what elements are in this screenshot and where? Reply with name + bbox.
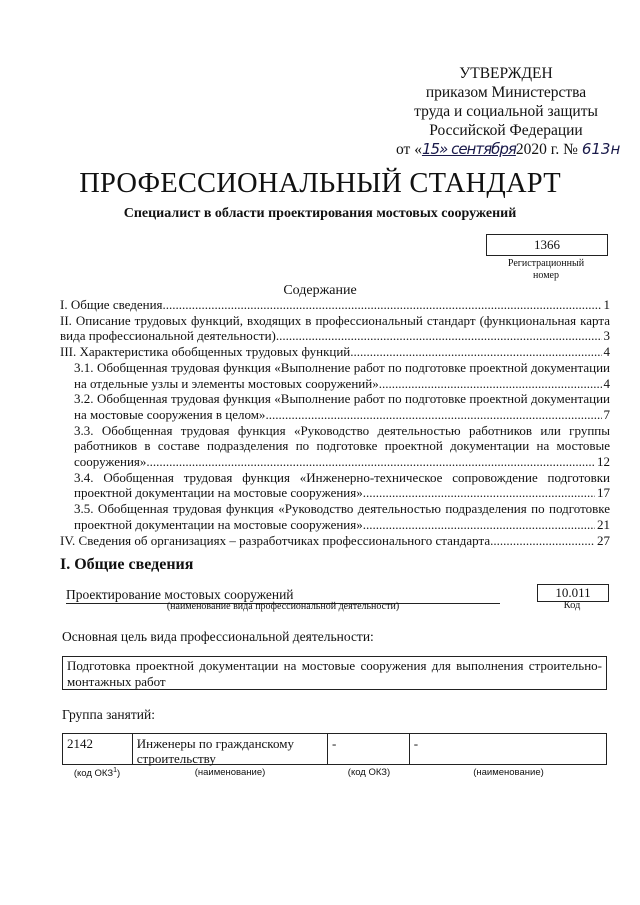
toc-entry-2[interactable]: [60, 328, 610, 344]
toc-entry-text: сооружения»: [74, 454, 147, 470]
document-title: ПРОФЕССИОНАЛЬНЫЙ СТАНДАРТ: [79, 168, 561, 199]
toc-entry-3-4[interactable]: [74, 485, 610, 501]
activity-kind-caption: (наименование вида профессиональной деятельности): [166, 601, 400, 612]
toc-entry-text: IV. Сведения об организациях – разработчиках профессионального стандарта: [60, 532, 491, 548]
handwritten-order-number: 613н: [581, 140, 621, 158]
toc-entry-3-3-line-2[interactable]: работников в составе подразделения по подготовке проектной документации на мостовые: [74, 438, 610, 454]
toc-entry-3-5[interactable]: [74, 517, 610, 533]
toc-entry-1[interactable]: [60, 297, 610, 313]
goal-value: Подготовка проектной документации на мостовые сооружения для выполнения строительно-монтажных работ: [62, 656, 607, 690]
toc-entry-text: на отдельные узлы и элементы мостовых сооружений»: [74, 375, 379, 391]
toc-entry-page: 4: [603, 375, 610, 391]
date-prefix: от «: [396, 141, 422, 158]
approval-line-3: Российской Федерации: [429, 122, 583, 139]
activity-code-caption: Код: [563, 600, 581, 611]
toc-entry-text: I. Общие сведения: [60, 297, 163, 312]
toc-entry-3-3-line-1[interactable]: 3.3. Обобщенная трудовая функция «Руководство деятельностью работников или группы: [74, 422, 610, 438]
toc-entry-text: проектной документации на мостовые сооружения»: [74, 516, 363, 532]
toc-entry-text: на мостовые сооружения в целом»: [74, 406, 266, 422]
toc-entry-text: проектной документации на мостовые сооружения»: [74, 485, 363, 501]
date-year: 2020 г. №: [515, 141, 578, 158]
toc-entry-4[interactable]: [60, 533, 610, 549]
registration-number-box: 1366: [486, 234, 608, 256]
document-subtitle: Специалист в области проектирования мостовых сооружений: [123, 206, 517, 221]
caption-okz-code-2: (код ОКЗ): [347, 767, 391, 778]
toc-entry-3[interactable]: [60, 344, 610, 360]
registration-caption: [486, 258, 606, 282]
toc-entry-3-1-line-1[interactable]: 3.1. Обобщенная трудовая функция «Выполнение работ по подготовке проектной документации: [74, 359, 610, 375]
approval-line-1: приказом Министерства: [425, 84, 587, 101]
toc-entry-3-4-line-1[interactable]: 3.4. Обобщенная трудовая функция «Инженерно-техническое сопровождение подготовки: [74, 469, 610, 485]
section-1-title: I. Общие сведения: [60, 556, 194, 573]
activity-kind-value: Проектирование мостовых сооружений: [66, 587, 500, 604]
toc-entry-page: 7: [603, 406, 610, 422]
toc-entry-3-3[interactable]: [74, 454, 610, 470]
approval-heading: УТВЕРЖДЕН: [459, 65, 553, 82]
toc-entry-page: 1: [603, 297, 610, 312]
goal-label: Основная цель вида профессиональной деятельности:: [62, 629, 374, 644]
registration-caption-line-1: Регистрационный: [507, 258, 585, 269]
approval-block: [396, 64, 621, 159]
okz-code-2: -: [328, 734, 410, 764]
caption-okz-code-1: (код ОКЗ$^1$): [73, 767, 121, 780]
caption-okz-name-2: (наименование): [473, 767, 544, 778]
okz-name-1: Инженеры по гражданскому строительству: [133, 734, 328, 764]
okz-code-1: 2142: [63, 734, 133, 764]
toc-entry-text: вида профессиональной деятельности): [60, 328, 276, 344]
toc-entry-3-2-line-1[interactable]: 3.2. Обобщенная трудовая функция «Выполнение работ по подготовке проектной документации: [74, 391, 610, 407]
caption-okz-name-1: (наименование): [194, 767, 266, 778]
toc-entry-page: 17: [597, 485, 610, 501]
toc-entry-page: 4: [603, 344, 610, 360]
handwritten-date: 15» сентября: [421, 140, 516, 158]
occupation-group-label: Группа занятий:: [62, 707, 155, 722]
toc-entry-3-2[interactable]: [74, 407, 610, 423]
toc-entry-3-5-line-1[interactable]: 3.5. Обобщенная трудовая функция «Руководство деятельностью подразделения по подготовке: [74, 501, 610, 517]
approval-date-line: [396, 140, 621, 159]
toc-entry-page: 27: [597, 532, 610, 548]
toc-entry-page: 12: [597, 454, 610, 470]
table-of-contents: [60, 297, 610, 548]
okz-name-2: -: [413, 736, 419, 751]
toc-entry-page: 21: [597, 516, 610, 532]
toc-entry-text: III. Характеристика обобщенных трудовых функций: [60, 344, 351, 360]
toc-entry-3-1[interactable]: [74, 376, 610, 392]
occupation-group-table: [62, 733, 607, 765]
activity-code-value: 10.011: [537, 584, 609, 602]
toc-entry-page: 3: [603, 328, 610, 344]
toc-heading: Содержание: [283, 283, 357, 298]
toc-entry-2-line-1[interactable]: II. Описание трудовых функций, входящих в профессиональный стандарт (функциональная карта: [60, 312, 610, 328]
registration-caption-line-2: номер: [533, 270, 559, 281]
occupation-group-captions: [62, 767, 607, 779]
approval-line-2: труда и социальной защиты: [414, 103, 598, 120]
